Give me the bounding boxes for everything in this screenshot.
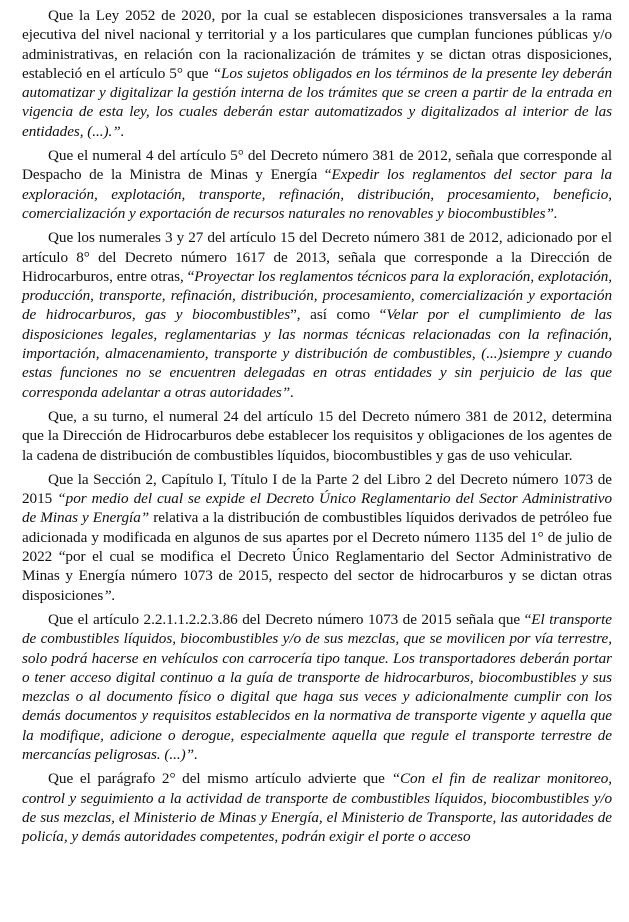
paragraph-5 <box>22 470 612 605</box>
paragraph-2 <box>22 146 612 223</box>
body-text: Que el artículo 2.2.1.1.2.2.3.86 del Decreto número 1073 de 2015 señala que “ <box>48 610 532 628</box>
body-text: ”, así como “ <box>290 306 387 324</box>
italic-quote-text: “Los sujetos obligados en los términos de la presente ley deberán automatizar y digitalizar la gestión interna de los trámites que se creen a partir de la entrada en vigencia de esta ley, los cuales deberán estar automatizados y digitalizados al interior de las entidades, (...).”. <box>22 64 612 140</box>
body-text: Que la Ley 2052 de 2020, por la cual se establecen disposiciones transversales a la rama ejecutiva del nivel nacional y territorial y a los particulares que cumplan funciones públicas y/o administrativas, en relación con la racionalización de trámites y se dictan otras disposiciones, estableció en el artículo 5° que <box>22 7 612 82</box>
paragraph-7 <box>22 769 612 846</box>
body-text: Que la Sección 2, Capítulo I, Título I de la Parte 2 del Libro 2 del Decreto número 1073 de 2015 <box>22 470 612 508</box>
italic-quote-text: El transporte de combustibles líquidos, biocombustibles y/o de sus mezclas, que se movilicen por vía terrestre, solo podrá hacerse en vehículos con carrocería tipo tanque. Los transportadores deberán portar o tener acceso digital continuo a la guía de transporte de hidrocarburos, biocombustibles y sus mezclas o al documento físico o digital que haga sus veces y adicionalmente cumplir con los demás documentos y requisitos establecidos en la normativa de transporte vigente y aquella que la modifique, adicione o derogue, especialmente aquella que regule el transporte terrestre de mercancías peligrosas. (...)”. <box>22 610 613 763</box>
paragraph-6 <box>22 610 612 764</box>
document-body <box>22 6 612 846</box>
italic-quote-text: “por medio del cual se expide el Decreto Único Reglamentario del Sector Administrativo de Minas y Energía” <box>22 490 612 527</box>
paragraph-3 <box>22 228 612 402</box>
body-text: Que, a su turno, el numeral 24 del artículo 15 del Decreto número 381 de 2012, determina que la Dirección de Hidrocarburos debe establecer los requisitos y obligaciones de los agentes de la cadena de distribución de combustibles líquidos, biocombustibles y gas de uso vehicular. <box>22 407 612 464</box>
italic-quote-text: ”. <box>103 586 116 604</box>
italic-quote-text: Expedir los reglamentos del sector para la exploración, explotación, transporte, refinación, distribución, procesamiento, beneficio, comercialización y exportación de recursos naturales no renovables y biocombustibles”. <box>22 166 612 222</box>
body-text: Que el numeral 4 del artículo 5° del Decreto número 381 de 2012, señala que corresponde al Despacho de la Ministra de Minas y Energía “ <box>22 147 612 184</box>
italic-quote-text: Velar por el cumplimiento de las disposiciones legales, reglamentarias y las normas técnicas relacionadas con la refinación, importación, almacenamiento, transporte y distribución de combustibles, (...)siempre y cuando estas funciones no se encuentren delegadas en otras entidades y sin perjuicio de las que corresponda adelantar a otras autoridades”. <box>22 306 612 401</box>
body-text: Que los numerales 3 y 27 del artículo 15 del Decreto número 381 de 2012, adicionado por el artículo 8° del Decreto número 1617 de 2013, señala que corresponde a la Dirección de Hidrocarburos, entre otras, “ <box>22 229 612 285</box>
italic-quote-text: “Con el fin de realizar monitoreo, control y seguimiento a la actividad de transporte de combustibles líquidos, biocombustibles y/o de sus mezclas, el Ministerio de Minas y Energía, el Ministerio de Transporte, las autoridades de policía, y demás autoridades competentes, podrán exigir el porte o acceso <box>22 770 613 846</box>
paragraph-4 <box>22 407 612 465</box>
paragraph-1 <box>22 6 612 141</box>
body-text: Que el parágrafo 2° del mismo artículo advierte que <box>48 770 392 788</box>
body-text: relativa a la distribución de combustibles líquidos derivados de petróleo fue adicionada y modificada en algunos de sus apartes por el Decreto número 1135 del 1° de julio de 2022 “por el cual se modifica el Decreto Único Reglamentario del Sector Administrativo de Minas y Energía número 1073 de 2015, respecto del sector de hidrocarburos y se dictan otras disposiciones <box>22 509 612 604</box>
italic-quote-text: Proyectar los reglamentos técnicos para la exploración, explotación, producción, transporte, refinación, distribución, procesamiento, comercialización y exportación de hidrocarburos, gas y biocombustibles <box>22 267 612 324</box>
